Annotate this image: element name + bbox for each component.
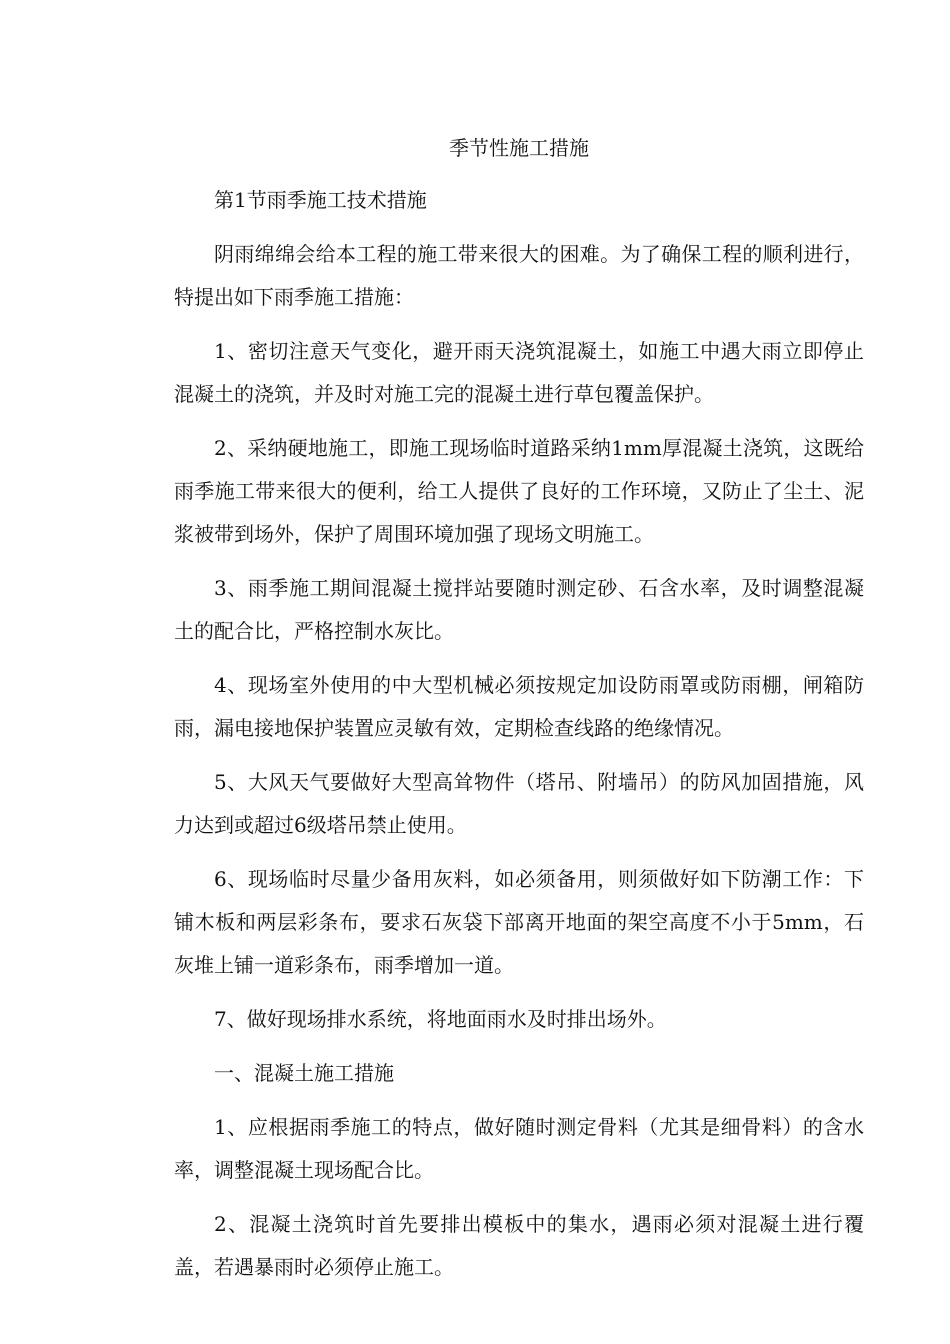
measure-item-5: 5、大风天气要做好大型高耸物件（塔吊、附墙吊）的防风加固措施，风力达到或超过6级塔吊禁止使用。 — [174, 770, 864, 837]
subsection-heading: 一、混凝土施工措施 — [214, 1061, 394, 1085]
measure-item-6: 6、现场临时尽量少备用灰料，如必须备用，则须做好如下防潮工作：下铺木板和两层彩条布，要求石灰袋下部离开地面的架空高度不小于5mm，石灰堆上铺一道彩条布，雨季增加一道。 — [174, 867, 864, 977]
measure-item-3: 3、雨季施工期间混凝土搅拌站要随时测定砂、石含水率，及时调整混凝土的配合比，严格控制水灰比。 — [174, 576, 864, 643]
measure-item-4: 4、现场室外使用的中大型机械必须按规定加设防雨罩或防雨棚，闸箱防雨，漏电接地保护装置应灵敏有效，定期检查线路的绝缘情况。 — [174, 673, 864, 740]
measure-item-2: 2、采纳硬地施工，即施工现场临时道路采纳1mm厚混凝土浇筑，这既给雨季施工带来很大的便利，给工人提供了良好的工作环境，又防止了尘土、泥浆被带到场外，保护了周围环境加强了现场文明施工。 — [174, 436, 864, 546]
concrete-item-1: 1、应根据雨季施工的特点，做好随时测定骨料（尤其是细骨料）的含水率，调整混凝土现场配合比。 — [174, 1115, 864, 1182]
section-heading: 第1节雨季施工技术措施 — [214, 188, 427, 212]
concrete-item-2: 2、混凝土浇筑时首先要排出模板中的集水，遇雨必须对混凝土进行覆盖，若遇暴雨时必须停止施工。 — [174, 1212, 864, 1279]
measure-item-1: 1、密切注意天气变化，避开雨天浇筑混凝土，如施工中遇大雨立即停止混凝土的浇筑，并及时对施工完的混凝土进行草包覆盖保护。 — [174, 339, 864, 406]
intro-paragraph: 阴雨绵绵会给本工程的施工带来很大的困难。为了确保工程的顺利进行，特提出如下雨季施工措施： — [174, 242, 864, 309]
document-body — [174, 128, 864, 1300]
measure-item-7: 7、做好现场排水系统，将地面雨水及时排出场外。 — [214, 1007, 667, 1031]
document-title: 季节性施工措施 — [449, 136, 589, 160]
